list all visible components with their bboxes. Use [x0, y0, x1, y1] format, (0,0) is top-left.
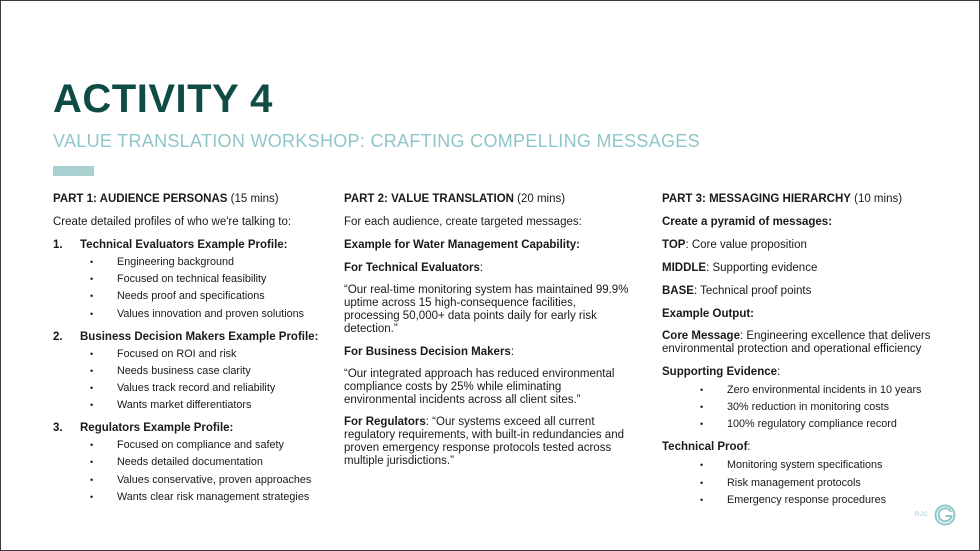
- pyramid-middle: MIDDLE: Supporting evidence: [662, 262, 818, 274]
- page-title: ACTIVITY 4: [53, 77, 273, 121]
- part2-intro: For each audience, create targeted messages:: [344, 216, 582, 228]
- list-item: • Risk management protocols: [662, 477, 952, 490]
- core-message: Core Message: Engineering excellence that delivers environmental protection and operational efficiency: [662, 330, 931, 355]
- part1-heading: PART 1: AUDIENCE PERSONAS (15 mins): [53, 193, 279, 205]
- list-item: • Values innovation and proven solutions: [53, 308, 323, 321]
- pyramid-label: Create a pyramid of messages:: [662, 216, 833, 228]
- list-item: • Values conservative, proven approaches: [53, 474, 323, 487]
- biz-quote: “Our integrated approach has reduced environmental compliance costs by 25% while eliminating environmental incidents across all client sites.”: [344, 368, 615, 406]
- supporting-evidence-label: Supporting Evidence:: [662, 366, 781, 378]
- profile-heading: 1. Technical Evaluators Example Profile:: [53, 239, 288, 251]
- tech-quote: “Our real-time monitoring system has maintained 99.9% uptime across 15 high-consequence facilities, processing 50,000+ data points daily for early risk detection.”: [344, 284, 629, 335]
- logo-text: RJC: [915, 512, 929, 518]
- list-item: • Needs business case clarity: [53, 365, 323, 378]
- part1-intro: Create detailed profiles of who we're talking to:: [53, 216, 292, 228]
- part2-column: [344, 192, 634, 477]
- reg-quote: For Regulators: “Our systems exceed all current regulatory requirements, with built-in redundancies and proven emergency response protocols tested across multiple jurisdictions.”: [344, 416, 624, 467]
- g-logo-icon: [934, 504, 956, 526]
- pyramid-top: TOP: Core value proposition: [662, 239, 807, 251]
- list-item: • Needs detailed documentation: [53, 456, 323, 469]
- part3-heading: PART 3: MESSAGING HIERARCHY (10 mins): [662, 193, 903, 205]
- list-item: • Zero environmental incidents in 10 years: [662, 384, 952, 397]
- example-label: Example for Water Management Capability:: [344, 239, 581, 251]
- list-item: • Monitoring system specifications: [662, 459, 952, 472]
- biz-audience-label: For Business Decision Makers:: [344, 346, 515, 358]
- example-output-label: Example Output:: [662, 308, 755, 320]
- list-item: • Wants clear risk management strategies: [53, 491, 323, 504]
- list-item: • Focused on ROI and risk: [53, 348, 323, 361]
- list-item: • Emergency response procedures: [662, 494, 952, 507]
- profile-list: [53, 439, 323, 504]
- part3-column: [662, 192, 952, 516]
- profile-list: [53, 256, 323, 321]
- technical-proof-list: [662, 459, 952, 506]
- list-item: • Focused on technical feasibility: [53, 273, 323, 286]
- part2-heading: PART 2: VALUE TRANSLATION (20 mins): [344, 193, 566, 205]
- list-item: • Focused on compliance and safety: [53, 439, 323, 452]
- accent-bar: [53, 166, 94, 176]
- profile-heading: 2. Business Decision Makers Example Profile:: [53, 330, 319, 343]
- list-item: • 30% reduction in monitoring costs: [662, 401, 952, 414]
- technical-proof-label: Technical Proof:: [662, 441, 751, 454]
- tech-audience-label: For Technical Evaluators:: [344, 262, 484, 274]
- profile-list: [53, 348, 323, 413]
- supporting-evidence-list: [662, 384, 952, 431]
- part1-column: [53, 192, 323, 513]
- list-item: • Engineering background: [53, 256, 323, 269]
- pyramid-base: BASE: Technical proof points: [662, 285, 812, 297]
- list-item: • Values track record and reliability: [53, 382, 323, 395]
- footer-logo: [915, 504, 956, 526]
- profile-heading: 3. Regulators Example Profile:: [53, 422, 234, 435]
- list-item: • Needs proof and specifications: [53, 290, 323, 303]
- list-item: • Wants market differentiators: [53, 399, 323, 412]
- list-item: • 100% regulatory compliance record: [662, 418, 952, 431]
- page-subtitle: VALUE TRANSLATION WORKSHOP: CRAFTING COMPELLING MESSAGES: [53, 131, 700, 151]
